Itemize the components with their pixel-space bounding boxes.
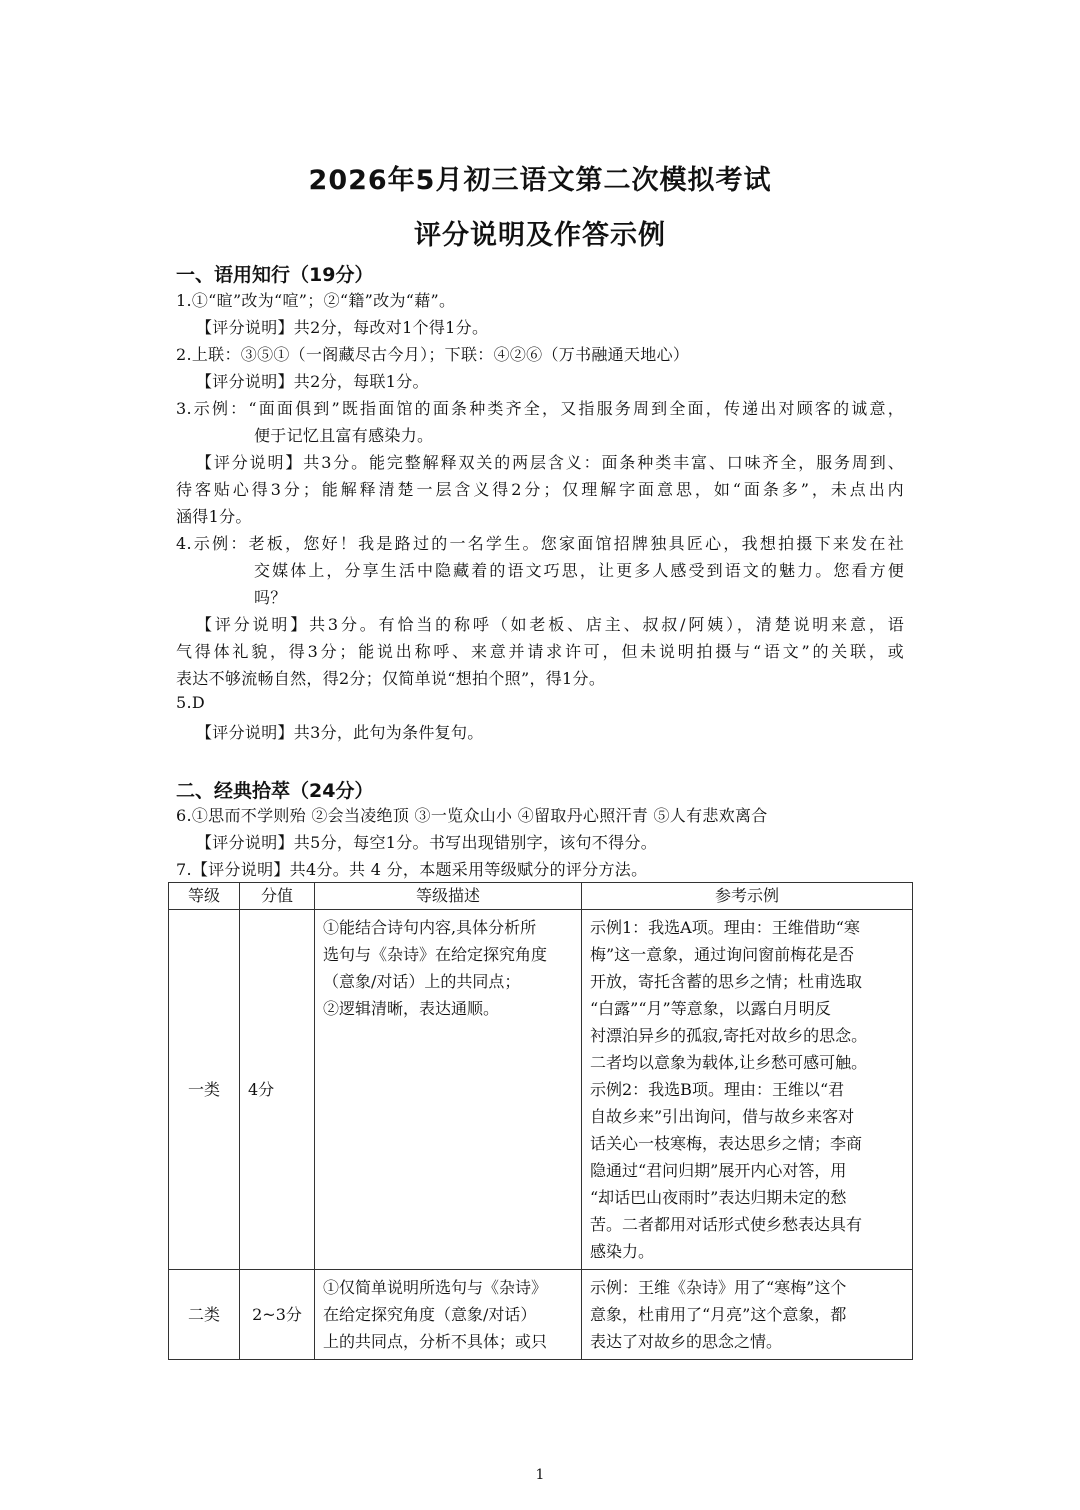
example-line: “白露”“月”等意象，以露白月明反 (590, 999, 831, 1018)
grading-table (168, 882, 913, 1360)
example-line: 表达了对故乡的思念之情。 (590, 1332, 783, 1351)
desc-line: ①仅简单说明所选句与《杂诗》 (323, 1278, 548, 1297)
answer-line: 5.D (176, 693, 205, 712)
grade-example (582, 910, 913, 1270)
section-heading: 二、经典拾萃（24分） (176, 780, 374, 802)
page-title: 2026年5月初三语文第二次模拟考试 (308, 165, 772, 196)
example-line: “却话巴山夜雨时”表达归期未定的愁 (590, 1188, 847, 1207)
desc-line: （意象/对话）上的共同点； (323, 972, 521, 991)
answer-line: 6.①思而不学则殆 ②会当凌绝顶 ③一览众山小 ④留取丹心照汗青 ⑤人有悲欢离合 (176, 806, 768, 825)
scoring-note: 表达不够流畅自然，得2分；仅简单说“想拍个照”，得1分。 (176, 669, 606, 688)
example-line: 意象，杜甫用了“月亮”这个意象，都 (590, 1305, 847, 1324)
grade-description (315, 910, 582, 1270)
answer-line: 2.上联：③⑤①（一阁藏尽古今月）；下联：④②⑥（万书融通天地心） (176, 345, 690, 364)
scoring-note: 【评分说明】共5分，每空1分。书写出现错别字，该句不得分。 (196, 833, 658, 852)
scoring-note: 【评分说明】共2分，每改对1个得1分。 (196, 318, 489, 337)
answer-line: 4.示例：老板，您好！我是路过的一名学生。您家面馆招牌独具匠心，我想拍摄下来发在社 (176, 534, 904, 553)
example-line: 话关心一枝寒梅，表达思乡之情；李商 (590, 1134, 863, 1153)
answer-line: 便于记忆且富有感染力。 (254, 426, 434, 445)
example-line: 示例1：我选A项。理由：王维借助“寒 (590, 918, 860, 937)
desc-line: ①能结合诗句内容,具体分析所 (323, 918, 537, 937)
table-header-row (169, 883, 913, 910)
table-header: 等级 (169, 883, 240, 910)
desc-line: 在给定探究角度（意象/对话） (323, 1305, 537, 1324)
example-line: 衬漂泊异乡的孤寂,寄托对故乡的思念。 (590, 1026, 868, 1045)
scoring-note: 待客贴心得3分；能解释清楚一层含义得2分；仅理解字面意思，如“面条多”，未点出内 (176, 480, 904, 499)
example-line: 自故乡来”引出询问，借与故乡来客对 (590, 1107, 855, 1126)
grade-level: 二类 (169, 1270, 240, 1360)
grade-level: 一类 (169, 910, 240, 1270)
answer-line: 1.①“暄”改为“喧”；②“籍”改为“藉”。 (176, 291, 456, 310)
answer-line: 吗？ (254, 588, 287, 607)
page-subtitle: 评分说明及作答示例 (414, 220, 666, 251)
grade-example (582, 1270, 913, 1360)
table-header: 等级描述 (315, 883, 582, 910)
example-line: 感染力。 (590, 1242, 655, 1261)
table-header: 分值 (240, 883, 315, 910)
example-line: 二者均以意象为载体,让乡愁可感可触。 (590, 1053, 868, 1072)
answer-line: 3.示例：“面面俱到”既指面馆的面条种类齐全，又指服务周到全面，传递出对顾客的诚意， (176, 399, 904, 418)
section-heading: 一、语用知行（19分） (176, 264, 374, 286)
scoring-note: 气得体礼貌，得3分；能说出称呼、来意并请求许可，但未说明拍摄与“语文”的关联，或 (176, 642, 904, 661)
grade-description (315, 1270, 582, 1360)
desc-line: 选句与《杂诗》在给定探究角度 (323, 945, 548, 964)
table-row (169, 910, 913, 1270)
example-line: 苦。二者都用对话形式使乡愁表达具有 (590, 1215, 863, 1234)
scoring-note: 【评分说明】共3分。能完整解释双关的两层含义：面条种类丰富、口味齐全，服务周到、 (196, 453, 904, 472)
scoring-note: 【评分说明】共3分。有恰当的称呼（如老板、店主、叔叔/阿姨），清楚说明来意，语 (196, 615, 904, 634)
page-number: 1 (535, 1467, 545, 1483)
scoring-note: 【评分说明】共2分，每联1分。 (196, 372, 429, 391)
grade-score: 4分 (240, 910, 315, 1270)
answer-line: 交媒体上，分享生活中隐藏着的语文巧思，让更多人感受到语文的魅力。您看方便 (254, 561, 904, 580)
example-line: 隐通过“君问归期”展开内心对答，用 (590, 1161, 847, 1180)
table-row (169, 1270, 913, 1360)
scoring-note: 涵得1分。 (176, 507, 252, 526)
example-line: 梅”这一意象，通过询问窗前梅花是否 (590, 945, 855, 964)
table-header: 参考示例 (582, 883, 913, 910)
example-line: 示例：王维《杂诗》用了“寒梅”这个 (590, 1278, 847, 1297)
desc-line: ②逻辑清晰，表达通顺。 (323, 999, 500, 1018)
example-line: 开放，寄托含蓄的思乡之情；杜甫选取 (590, 972, 863, 991)
scoring-note: 【评分说明】共3分，此句为条件复句。 (196, 723, 484, 742)
grade-score: 2~3分 (240, 1270, 315, 1360)
scoring-note: 7.【评分说明】共4分。共 4 分，本题采用等级赋分的评分方法。 (176, 860, 648, 879)
desc-line: 上的共同点，分析不具体；或只 (323, 1332, 548, 1351)
example-line: 示例2：我选B项。理由：王维以“君 (590, 1080, 845, 1099)
